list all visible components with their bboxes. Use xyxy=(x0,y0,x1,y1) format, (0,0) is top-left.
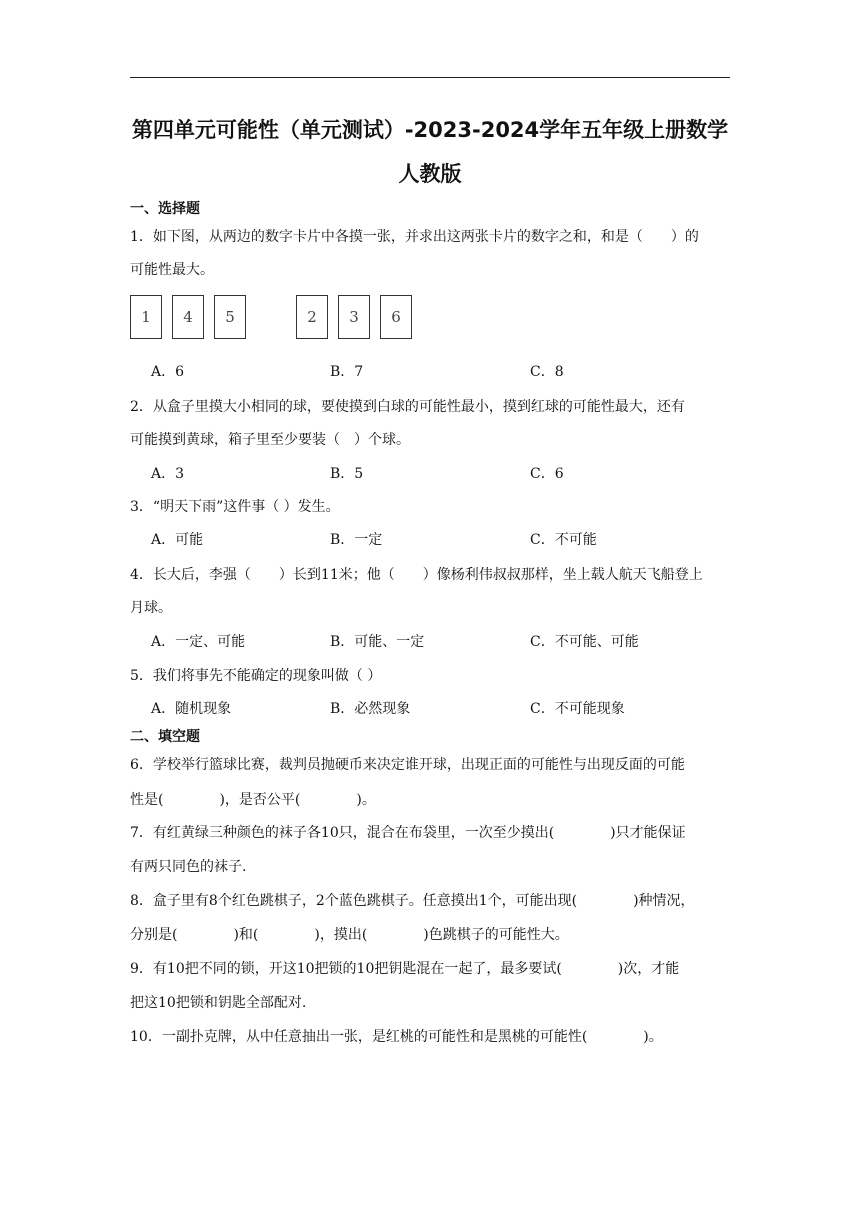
question-4-line-2: 月球。 xyxy=(130,600,172,616)
question-5-option-b: B．必然现象 xyxy=(330,701,411,717)
title-line-1: 第四单元可能性（单元测试）-2023-2024学年五年级上册数学 xyxy=(131,118,729,142)
question-5-option-c: C．不可能现象 xyxy=(530,701,625,717)
question-9-line-1: 9．有10把不同的锁，开这10把锁的10把钥匙混在一起了，最多要试( )次，才能 xyxy=(130,961,680,977)
question-10-line-1: 10．一副扑克牌，从中任意抽出一张，是红桃的可能性和是黑桃的可能性( )。 xyxy=(130,1029,663,1045)
question-1-option-c: C．8 xyxy=(530,364,564,380)
number-card: 5 xyxy=(214,295,246,339)
number-card: 1 xyxy=(130,295,162,339)
question-2-line-1: 2．从盒子里摸大小相同的球，要使摸到白球的可能性最小，摸到红球的可能性最大，还有 xyxy=(130,399,685,415)
question-2-line-2: 可能摸到黄球，箱子里至少要装（ ）个球。 xyxy=(130,432,410,448)
question-4-line-1: 4．长大后，李强（ ）长到11米；他（ ）像杨利伟叔叔那样，坐上载人航天飞船登上 xyxy=(130,567,703,583)
question-4-option-a: A．一定、可能 xyxy=(151,634,246,650)
question-2-option-c: C．6 xyxy=(530,466,564,482)
question-8-line-2: 分别是( )和( )，摸出( )色跳棋子的可能性大。 xyxy=(130,927,569,943)
question-4-option-b: B．可能、一定 xyxy=(330,634,425,650)
question-3-option-a: A．可能 xyxy=(151,532,204,548)
question-6-line-2: 性是( )，是否公平( )。 xyxy=(130,792,376,808)
number-card: 2 xyxy=(296,295,328,339)
question-2-option-a: A．3 xyxy=(151,466,185,482)
question-9-line-2: 把这10把锁和钥匙全部配对. xyxy=(130,995,307,1011)
question-5-option-a: A．随机现象 xyxy=(151,701,232,717)
question-5-line-1: 5．我们将事先不能确定的现象叫做（ ） xyxy=(130,668,382,684)
number-card: 6 xyxy=(380,295,412,339)
question-1-line-1: 1．如下图，从两边的数字卡片中各摸一张，并求出这两张卡片的数字之和，和是（ ）的 xyxy=(130,229,699,245)
section-choice-heading: 一、选择题 xyxy=(130,201,200,217)
question-3-line-1: 3．“明天下雨”这件事（ ）发生。 xyxy=(130,499,340,515)
number-card: 4 xyxy=(172,295,204,339)
question-1-option-a: A．6 xyxy=(151,364,185,380)
section-fill-heading: 二、填空题 xyxy=(130,729,200,745)
question-7-line-2: 有两只同色的袜子. xyxy=(130,859,247,875)
question-1-line-2: 可能性最大。 xyxy=(130,262,214,278)
question-8-line-1: 8．盒子里有8个红色跳棋子，2个蓝色跳棋子。任意摸出1个，可能出现( )种情况， xyxy=(130,893,695,909)
question-3-option-b: B．一定 xyxy=(330,532,383,548)
question-3-option-c: C．不可能 xyxy=(530,532,597,548)
question-2-option-b: B．5 xyxy=(330,466,364,482)
question-6-line-1: 6．学校举行篮球比赛，裁判员抛硬币来决定谁开球，出现正面的可能性与出现反面的可能 xyxy=(130,757,685,773)
question-4-option-c: C．不可能、可能 xyxy=(530,634,639,650)
header-rule xyxy=(130,77,730,78)
question-7-line-1: 7．有红黄绿三种颜色的袜子各10只，混合在布袋里，一次至少摸出( )只才能保证 xyxy=(130,825,686,841)
title-line-2: 人教版 xyxy=(398,162,462,186)
question-1-option-b: B．7 xyxy=(330,364,364,380)
number-card: 3 xyxy=(338,295,370,339)
